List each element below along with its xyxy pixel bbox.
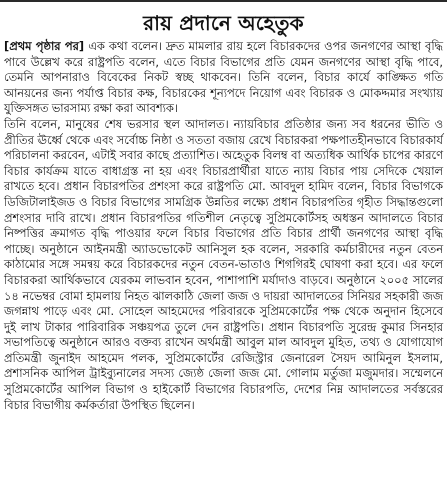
page-jump-label: [প্রথম পৃষ্ঠার পর] (4, 39, 85, 53)
top-rule (0, 0, 447, 2)
article-headline: রায় প্রদানে অহেতুক (143, 11, 304, 35)
paragraph-1-text: এক কথা বলেন। দ্রুত মামলার রায় হলে বিচারকদের ওপর জনগণের আস্থা বৃদ্ধি পাবে উল্লেখ করে রাষ্ট্রপতি বলেন, এতে বিচার বিভাগের প্রতি যেমন জনগণের আস্থা বৃদ্ধি পাবে, তেমনি আপনারাও বিবেকের নিকট স্বচ্ছ থাকবেন। তিনি বলেন, বিচার কার্যে কাঙ্ক্ষিত গতি আনয়নের জন্য পর্যাপ্ত বিচার কক্ষ, বিচারকের শূন্যপদে নিয়োগ এবং বিচারক ও মোকদ্দমার সংখ্যায় যুক্তিসঙ্গত ভারসাম্য রক্ষা করা আবশ্যক। (4, 39, 443, 116)
article-paragraph-1 (4, 39, 443, 117)
article-paragraph-2: তিনি বলেন, মানুষের শেষ ভরসার স্থল আদালত। ন্যায়বিচার প্রতিষ্ঠার জন্য সব ধরনের ভীতি ও প্রীতির ঊর্ধ্বে থেকে এবং সর্বোচ্চ নিষ্ঠা ও সততা বজায় রেখে বিচারকরা পক্ষপাতহীনভাবে বিচারকার্য পরিচালনা করবেন, এটাই সবার কাছে প্রত্যাশিত। অহেতুক বিলম্ব বা অত্যধিক আর্থিক চাপের কারণে বিচার কার্যক্রম যাতে বাধাগ্রস্ত না হয় এবং বিচারপ্রার্থীরা যাতে ন্যায় বিচার পায় সেদিকে খেয়াল রাখতে হবে। প্রধান বিচারপতির প্রশংসা করে রাষ্ট্রপতি মো. আবদুল হামিদ বলেন, বিচার বিভাগকে ডিজিটালাইজড ও বিচার বিভাগের সামগ্রিক উন্নতির লক্ষ্যে প্রধান বিচারপতির গৃহীত সিদ্ধান্তগুলো প্রশংসার দাবি রাখে। প্রধান বিচারপতির গতিশীল নেতৃত্বে সুপ্রিমকোর্টসহ অধস্তন আদালতে বিচার নিষ্পত্তির ক্রমাগত বৃদ্ধি পাওয়ার ফলে বিচার বিভাগের প্রতি বিচার প্রার্থী জনগণের আস্থা বৃদ্ধি পাচ্ছে। অনুষ্ঠানে আইনমন্ত্রী অ্যাডভোকেট আনিসুল হক বলেন, সরকারি কর্মচারীদের নতুন বেতন কাঠামোর সঙ্গে সমন্বয় করে বিচারকদের নতুন বেতন-ভাতাও শিগগিরই ঘোষণা করা হবে। এর ফলে বিচারকরা আর্থিকভাবে যেরকম লাভবান হবেন, পাশাপাশি মর্যাদাও বাড়বে। অনুষ্ঠানে ২০০৫ সালের ১৪ নভেম্বর বোমা হামলায় নিহত ঝালকাঠি জেলা জজ ও দায়রা আদালতের সিনিয়র সহকারী জজ জগন্নাথ পাড়ে এবং মো. সোহেল আহমেদের পরিবারকে সুপ্রিমকোর্টের পক্ষ থেকে অনুদান হিসেবে দুই লাখ টাকার পারিবারিক সঞ্চয়পত্র তুলে দেন রাষ্ট্রপতি। প্রধান বিচারপতি সুরেন্দ্র কুমার সিনহার সভাপতিত্বে অনুষ্ঠানে আরও বক্তব্য রাখেন অর্থমন্ত্রী আবুল মাল আবদুল মুহিত, তথ্য ও যোগাযোগ প্রতিমন্ত্রী জুনাইদ আহমেদ পলক, সুপ্রিমকোর্টের রেজিস্ট্রার জেনারেল সৈয়দ আমিনুল ইসলাম, প্রশাসনিক আপিল ট্রাইব্যুনালের সদস্য জ্যেষ্ঠ জেলা জজ মো. গোলাম মর্তুজা মজুমদার। সম্মেলনে সুপ্রিমকোর্টের আপিল বিভাগ ও হাইকোর্ট বিভাগের বিচারপতি, দেশের নিম্ন আদালতের সর্বস্তরের বিচার বিভাগীয় কর্মকর্তারা উপস্থিত ছিলেন। (4, 116, 443, 412)
